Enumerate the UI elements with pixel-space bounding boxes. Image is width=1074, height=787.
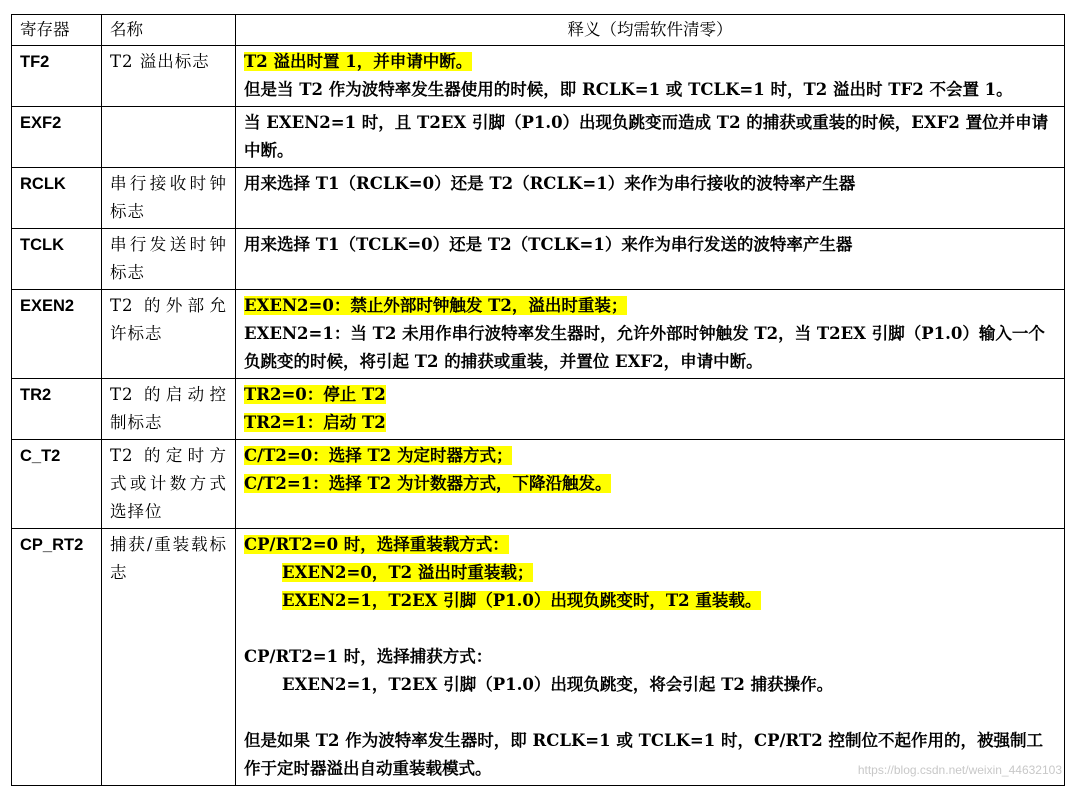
register-name: TR2 (12, 379, 102, 440)
register-description (236, 379, 1065, 440)
register-label: 串行发送时钟标志 (102, 229, 236, 290)
table-row (12, 229, 1065, 290)
description-line: C/T2=0：选择 T2 为定时器方式； (244, 446, 513, 465)
register-name: CP_RT2 (12, 529, 102, 786)
register-label: T2 溢出标志 (102, 46, 236, 107)
header-name: 名称 (102, 15, 236, 46)
register-name: TF2 (12, 46, 102, 107)
table-row (12, 529, 1065, 786)
description-line: 但是当 T2 作为波特率发生器使用的时候，即 RCLK=1 或 TCLK=1 时，T2 溢出时 TF2 不会置 1。 (244, 80, 1013, 99)
register-label: T2 的外部允许标志 (102, 290, 236, 379)
register-label (102, 107, 236, 168)
register-description (236, 529, 1065, 786)
watermark: https://blog.csdn.net/weixin_44632103 (857, 763, 1062, 777)
description-line: CP/RT2=1 时，选择捕获方式： (244, 647, 493, 666)
description-line: 但是如果 T2 作为波特率发生器时，即 RCLK=1 或 TCLK=1 时，CP/RT2 控制位不起作用的，被强制工作于定时器溢出自动重装载模式。 (244, 731, 1043, 778)
table-row (12, 107, 1065, 168)
description-line: 用来选择 T1（TCLK=0）还是 T2（TCLK=1）来作为串行发送的波特率产生器 (244, 235, 853, 254)
register-description (236, 107, 1065, 168)
description-line: 用来选择 T1（RCLK=0）还是 T2（RCLK=1）来作为串行接收的波特率产生器 (244, 174, 856, 193)
register-name: EXF2 (12, 107, 102, 168)
description-line: EXEN2=1，T2EX 引脚（P1.0）出现负跳变时，T2 重装载。 (282, 591, 762, 610)
register-description (236, 290, 1065, 379)
register-label: 串行接收时钟标志 (102, 168, 236, 229)
register-label: T2 的定时方式或计数方式选择位 (102, 440, 236, 529)
header-description: 释义（均需软件清零） (236, 15, 1065, 46)
register-name: EXEN2 (12, 290, 102, 379)
description-line: 当 EXEN2=1 时，且 T2EX 引脚（P1.0）出现负跳变而造成 T2 的捕获或重装的时候，EXF2 置位并申请中断。 (244, 113, 1049, 160)
register-name: RCLK (12, 168, 102, 229)
table-row (12, 379, 1065, 440)
table-row (12, 168, 1065, 229)
description-line: EXEN2=0，T2 溢出时重装载； (282, 563, 534, 582)
table-row (12, 440, 1065, 529)
description-line: EXEN2=1：当 T2 未用作串行波特率发生器时，允许外部时钟触发 T2，当 T2EX 引脚（P1.0）输入一个负跳变的时候，将引起 T2 的捕获或重装，并置位 EXF2，申请中断。 (244, 324, 1045, 371)
register-name: C_T2 (12, 440, 102, 529)
register-description (236, 168, 1065, 229)
register-description (236, 440, 1065, 529)
description-line: T2 溢出时置 1，并申请中断。 (244, 52, 473, 71)
register-table (11, 14, 1065, 786)
description-line: TR2=0：停止 T2 (244, 385, 386, 404)
register-description (236, 46, 1065, 107)
table-row (12, 290, 1065, 379)
description-line: CP/RT2=0 时，选择重装载方式： (244, 535, 509, 554)
header-register: 寄存器 (12, 15, 102, 46)
register-label: T2 的启动控制标志 (102, 379, 236, 440)
register-label: 捕获/重装载标志 (102, 529, 236, 786)
table-header-row (12, 15, 1065, 46)
description-line: EXEN2=0：禁止外部时钟触发 T2，溢出时重装； (244, 296, 628, 315)
description-line: TR2=1：启动 T2 (244, 413, 386, 432)
description-line: EXEN2=1，T2EX 引脚（P1.0）出现负跳变，将会引起 T2 捕获操作。 (282, 675, 834, 694)
table-row (12, 46, 1065, 107)
register-description (236, 229, 1065, 290)
description-line: C/T2=1：选择 T2 为计数器方式，下降沿触发。 (244, 474, 612, 493)
register-name: TCLK (12, 229, 102, 290)
